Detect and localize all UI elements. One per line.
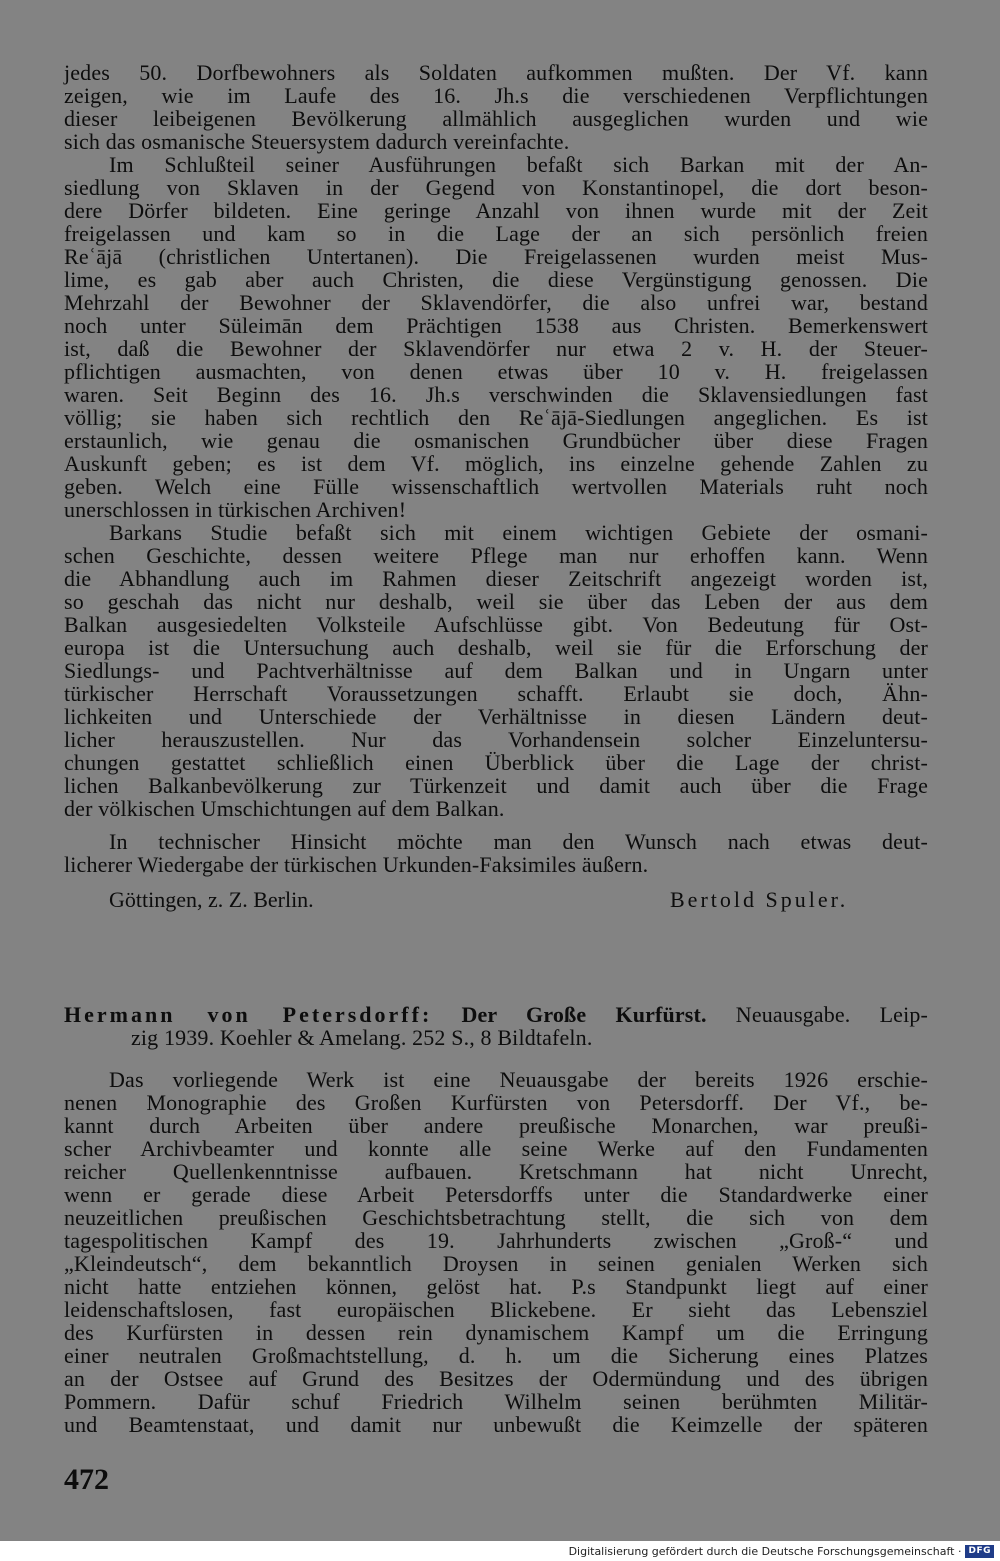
footer-credit: Digitalisierung gefördert durch die Deutsche Forschungsgemeinschaft · xyxy=(568,1544,962,1558)
paragraph-line: und Beamtenstaat, und damit nur unbewußt die Keimzelle der späteren xyxy=(64,1412,928,1437)
paragraph-line: völlig; sie haben sich rechtlich den Reʿājā-Siedlungen angeglichen. Es ist xyxy=(64,405,928,430)
paragraph-line: die Abhandlung auch im Rahmen dieser Zeitschrift angezeigt worden ist, xyxy=(64,566,928,591)
paragraph-line: chungen gestattet schließlich einen Überblick über die Lage der christ- xyxy=(64,750,928,775)
paragraph-line: Das vorliegende Werk ist eine Neuausgabe der bereits 1926 erschie- xyxy=(109,1067,928,1092)
review-publication: zig 1939. Koehler & Amelang. 252 S., 8 Bildtafeln. xyxy=(131,1025,593,1050)
paragraph-line: schen Geschichte, dessen weitere Pflege man nur erhoffen kann. Wenn xyxy=(64,543,928,568)
paragraph-line: siedlung von Sklaven in der Gegend von Konstantinopel, die dort beson- xyxy=(64,175,928,200)
paragraph-line: In technischer Hinsicht möchte man den Wunsch nach etwas deut- xyxy=(109,829,928,854)
paragraph-line: einer neutralen Großmachtstellung, d. h. um die Sicherung eines Platzes xyxy=(64,1343,928,1368)
paragraph-line: zeigen, wie im Laufe des 16. Jh.s die verschiedenen Verpflichtungen xyxy=(64,83,928,108)
review-edition: Neuausgabe. Leip- xyxy=(735,1002,928,1027)
paragraph-line: nicht hatte entziehen können, gelöst hat. P.s Standpunkt liegt auf einer xyxy=(64,1274,928,1299)
paragraph-line: reicher Quellenkenntnisse aufbauen. Kretschmann hat nicht Unrecht, xyxy=(64,1159,928,1184)
paragraph-line: Auskunft geben; es ist dem Vf. möglich, ins einzelne gehende Zahlen zu xyxy=(64,451,928,476)
paragraph-line: erstaunlich, wie genau die osmanischen Grundbücher über diese Fragen xyxy=(64,428,928,453)
review-heading xyxy=(64,1003,928,1026)
paragraph-line: Barkans Studie befaßt sich mit einem wichtigen Gebiete der osmani- xyxy=(109,520,928,545)
paragraph-line: pflichtigen ausmachten, von denen etwas über 10 v. H. freigelassen xyxy=(64,359,928,384)
paragraph-line: dere Dörfer bildeten. Eine geringe Anzahl von ihnen wurde mit der Zeit xyxy=(64,198,928,223)
signature-place: Göttingen, z. Z. Berlin. xyxy=(109,887,314,912)
paragraph-line: an der Ostsee auf Grund des Besitzes der Odermündung und des übrigen xyxy=(64,1366,928,1391)
paragraph-line: scher Archivbeamter und konnte alle seine Werke auf den Fundamenten xyxy=(64,1136,928,1161)
review-title: Der Große Kurfürst. xyxy=(461,1002,707,1027)
paragraph-line: so geschah das nicht nur deshalb, weil sie über das Leben der aus dem xyxy=(64,589,928,614)
page-number: 472 xyxy=(64,1463,109,1496)
paragraph-line: „Kleindeutsch“, dem bekanntlich Droysen in seinen genialen Werken sich xyxy=(64,1251,928,1276)
paragraph-line: Mehrzahl der Bewohner der Sklavendörfer, die also unfrei war, bestand xyxy=(64,290,928,315)
paragraph-line: kannt durch Arbeiten über andere preußische Monarchen, war preußi- xyxy=(64,1113,928,1138)
paragraph-line: türkischer Herrschaft Voraussetzungen schafft. Erlaubt sie doch, Ähn- xyxy=(64,681,928,706)
paragraph-line: geben. Welch eine Fülle wissenschaftlich wertvollen Materials ruht noch xyxy=(64,474,928,499)
paragraph-line: dieser leibeigenen Bevölkerung allmählich ausgeglichen wurden und wie xyxy=(64,106,928,131)
paragraph-line: lichkeiten und Unterschiede der Verhältnisse in diesen Ländern deut- xyxy=(64,704,928,729)
paragraph-line: Reʿājā (christlichen Untertanen). Die Freigelassenen wurden meist Mus- xyxy=(64,244,928,269)
paragraph-line: neuzeitlichen preußischen Geschichtsbetrachtung stellt, die sich von dem xyxy=(64,1205,928,1230)
paragraph-line: europa ist die Untersuchung auch deshalb, weil sie für die Erforschung der xyxy=(64,635,928,660)
paragraph-line: noch unter Süleimān dem Prächtigen 1538 aus Christen. Bemerkenswert xyxy=(64,313,928,338)
paragraph-line: freigelassen und kam so in die Lage der an sich persönlich freien xyxy=(64,221,928,246)
paragraph-line: tagespolitischen Kampf des 19. Jahrhunderts zwischen „Groß-“ und xyxy=(64,1228,928,1253)
paragraph-line: nenen Monographie des Großen Kurfürsten von Petersdorff. Der Vf., be- xyxy=(64,1090,928,1115)
paragraph-line: sich das osmanische Steuersystem dadurch vereinfachte. xyxy=(64,129,570,154)
digitization-footer xyxy=(0,1541,1000,1561)
paragraph-line: des Kurfürsten in dessen rein dynamischem Kampf um die Erringung xyxy=(64,1320,928,1345)
paragraph-line: licher herauszustellen. Nur das Vorhandensein solcher Einzeluntersu- xyxy=(64,727,928,752)
paragraph-line: unerschlossen in türkischen Archiven! xyxy=(64,497,407,522)
paragraph-line: lime, es gab aber auch Christen, die diese Vergünstigung genossen. Die xyxy=(64,267,928,292)
paragraph-line: Im Schlußteil seiner Ausführungen befaßt sich Barkan mit der An- xyxy=(109,152,928,177)
review-author: Hermann von Petersdorff: xyxy=(64,1002,433,1027)
paragraph-line: jedes 50. Dorfbewohners als Soldaten aufkommen mußten. Der Vf. kann xyxy=(64,60,928,85)
paragraph-line: Siedlungs- und Pachtverhältnisse auf dem Balkan und in Ungarn unter xyxy=(64,658,928,683)
paragraph-line: Balkan ausgesiedelten Volksteile Aufschlüsse gibt. Von Bedeutung für Ost- xyxy=(64,612,928,637)
paragraph-line: licherer Wiedergabe der türkischen Urkunden-Faksimiles äußern. xyxy=(64,852,649,877)
paragraph-line: Pommern. Dafür schuf Friedrich Wilhelm seinen berühmten Militär- xyxy=(64,1389,928,1414)
paragraph-line: ist, daß die Bewohner der Sklavendörfer nur etwa 2 v. H. der Steuer- xyxy=(64,336,928,361)
paragraph-line: waren. Seit Beginn des 16. Jh.s verschwinden die Sklavensiedlungen fast xyxy=(64,382,928,407)
dfg-logo-icon: DFG xyxy=(965,1545,994,1558)
paragraph-line: leidenschaftslosen, fast europäischen Blickebene. Er sieht das Lebensziel xyxy=(64,1297,928,1322)
signature-author: Bertold Spuler. xyxy=(670,887,849,912)
paragraph-line: der völkischen Umschichtungen auf dem Balkan. xyxy=(64,796,505,821)
paragraph-line: wenn er gerade diese Arbeit Petersdorffs unter die Standardwerke einer xyxy=(64,1182,928,1207)
paragraph-line: lichen Balkanbevölkerung zur Türkenzeit und damit auch über die Frage xyxy=(64,773,928,798)
